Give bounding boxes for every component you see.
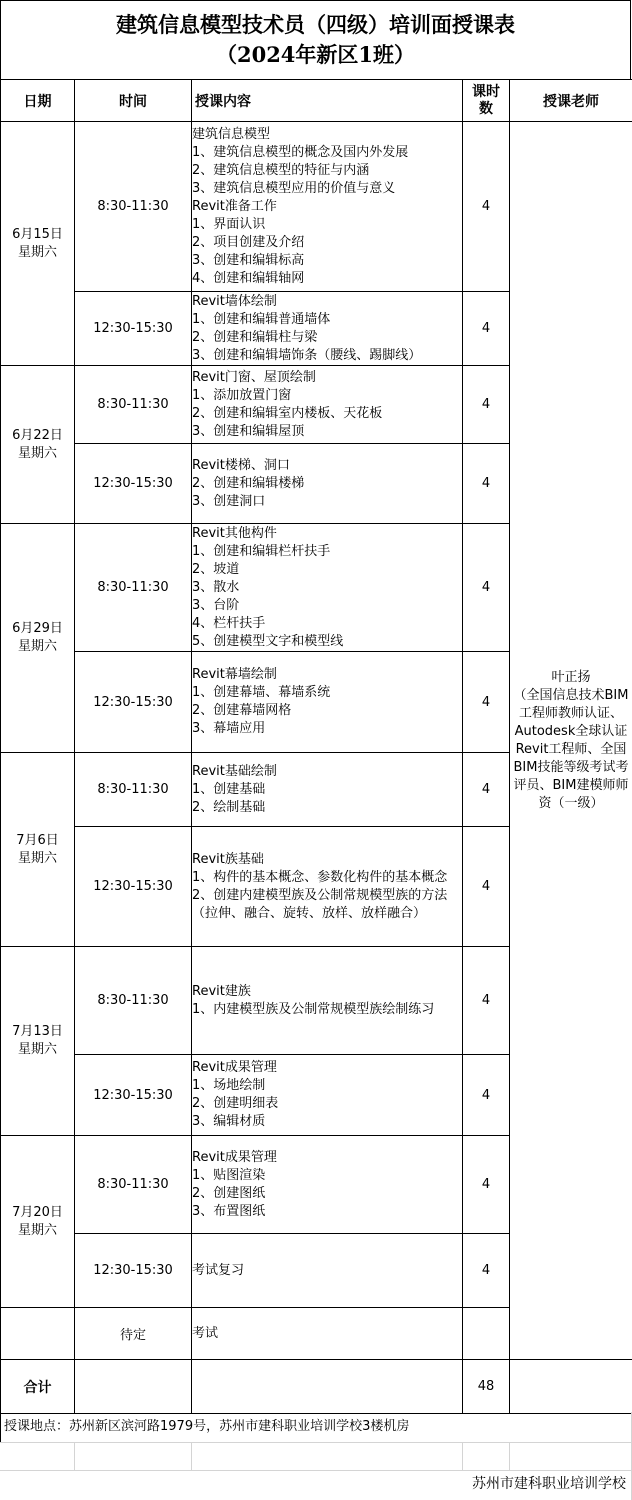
weekday-text: 星期六 xyxy=(17,445,57,461)
content-line: 考试 xyxy=(192,1325,219,1341)
teacher-credentials: （全国信息技术BIM工程师教师认证、 Autodesk全球认证Revit工程师、全国BIM技能等级考试考评员、BIM建模师师资（一级） xyxy=(513,687,629,811)
title-block xyxy=(0,0,631,79)
gridline xyxy=(0,1442,632,1443)
content-cell xyxy=(192,1055,463,1136)
hours-cell: 4 xyxy=(463,122,510,292)
time-cell: 12:30-15:30 xyxy=(75,827,192,947)
content-line: 建筑信息模型 xyxy=(192,126,271,142)
time-cell: 8:30-11:30 xyxy=(75,753,192,827)
location-note: 授课地点：苏州新区滨河路1979号，苏州市建科职业培训学校3楼机房 xyxy=(0,1412,632,1442)
content-line: 1、场地绘制 xyxy=(192,1078,266,1093)
content-cell xyxy=(192,1308,463,1360)
hours-cell: 4 xyxy=(463,947,510,1055)
content-line: Revit幕墙绘制 xyxy=(192,667,277,682)
content-line: 3、布置图纸 xyxy=(192,1203,266,1219)
teacher-name: 叶正扬 xyxy=(551,669,591,685)
time-cell: 12:30-15:30 xyxy=(75,1055,192,1136)
content-line: Revit建族 xyxy=(192,983,251,999)
content-cell xyxy=(192,753,463,827)
content-line: 2、创建和编辑楼梯 xyxy=(192,475,305,491)
total-row xyxy=(1,1360,632,1414)
content-line: 1、创建和编辑栏杆扶手 xyxy=(192,543,331,559)
content-cell xyxy=(192,122,463,292)
hours-cell: 4 xyxy=(463,524,510,652)
content-line: 2、创建和编辑柱与梁 xyxy=(192,329,318,345)
time-cell: 待定 xyxy=(75,1308,192,1360)
date-cell xyxy=(1,753,75,947)
time-cell: 8:30-11:30 xyxy=(75,1136,192,1234)
content-line: 1、创建和编辑普通墙体 xyxy=(192,311,331,327)
hours-cell xyxy=(463,1308,510,1360)
hours-cell: 4 xyxy=(463,292,510,366)
content-line: 3、建筑信息模型应用的价值与意义 xyxy=(192,180,396,196)
content-cell xyxy=(192,1136,463,1234)
header-hours-line2: 数 xyxy=(479,100,493,117)
table-row xyxy=(1,122,632,292)
hours-cell: 4 xyxy=(463,652,510,753)
header-hours xyxy=(463,80,510,122)
content-line: 3、编辑材质 xyxy=(192,1114,266,1129)
content-cell xyxy=(192,366,463,444)
weekday-text: 星期六 xyxy=(17,850,57,866)
content-line: Revit族基础 xyxy=(192,851,264,867)
hours-cell: 4 xyxy=(463,444,510,524)
header-time: 时间 xyxy=(75,80,192,122)
date-text: 6月29日 xyxy=(12,621,63,636)
content-line: 3、创建和编辑屋顶 xyxy=(192,423,305,439)
gridline xyxy=(74,1442,75,1470)
content-line: 1、创建基础 xyxy=(192,781,266,797)
hours-cell: 4 xyxy=(463,1055,510,1136)
empty-cell xyxy=(192,1360,463,1414)
date-cell xyxy=(1,947,75,1136)
time-cell: 12:30-15:30 xyxy=(75,444,192,524)
content-line: 1、创建幕墙、幕墙系统 xyxy=(192,685,331,700)
time-cell: 8:30-11:30 xyxy=(75,122,192,292)
content-line: 2、创建幕墙网格 xyxy=(192,703,292,718)
time-cell: 8:30-11:30 xyxy=(75,947,192,1055)
content-line: 1、添加放置门窗 xyxy=(192,387,292,403)
total-hours: 48 xyxy=(463,1360,510,1414)
gridline xyxy=(191,1442,192,1470)
content-cell xyxy=(192,652,463,753)
weekday-text: 星期六 xyxy=(17,244,57,260)
schedule-table xyxy=(0,79,632,1414)
time-cell: 12:30-15:30 xyxy=(75,292,192,366)
page-title: 建筑信息模型技术员（四级）培训面授课表 xyxy=(116,12,515,37)
content-line: 2、创建明细表 xyxy=(192,1096,279,1111)
content-line: Revit成果管理 xyxy=(192,1149,277,1165)
date-cell xyxy=(1,524,75,753)
date-text: 7月13日 xyxy=(12,1024,63,1039)
date-cell xyxy=(1,122,75,366)
content-cell xyxy=(192,947,463,1055)
header-row xyxy=(1,80,632,122)
content-line: 4、创建和编辑轴网 xyxy=(192,270,305,286)
date-cell xyxy=(1,366,75,524)
date-cell xyxy=(1,1136,75,1308)
content-line: 4、栏杆扶手 xyxy=(192,615,266,631)
content-line: 1、建筑信息模型的概念及国内外发展 xyxy=(192,144,409,160)
content-line: 2、创建和编辑室内楼板、天花板 xyxy=(192,405,383,421)
weekday-text: 星期六 xyxy=(17,1042,57,1057)
content-line: 1、界面认识 xyxy=(192,216,266,232)
header-content: 授课内容 xyxy=(192,80,463,122)
content-cell xyxy=(192,524,463,652)
content-cell xyxy=(192,1234,463,1308)
date-text: 7月6日 xyxy=(16,832,59,848)
content-line: 3、幕墙应用 xyxy=(192,721,266,736)
content-line: 3、创建洞口 xyxy=(192,493,266,509)
total-label: 合计 xyxy=(1,1360,75,1414)
content-cell xyxy=(192,292,463,366)
date-text: 6月15日 xyxy=(12,226,63,242)
content-line: 1、贴图渲染 xyxy=(192,1167,266,1183)
content-line: Revit楼梯、洞口 xyxy=(192,457,290,473)
gridline xyxy=(462,1442,463,1470)
hours-cell: 4 xyxy=(463,827,510,947)
content-cell xyxy=(192,827,463,947)
content-line: Revit门窗、屋顶绘制 xyxy=(192,369,316,385)
content-line: 1、构件的基本概念、参数化构件的基本概念 xyxy=(192,869,448,885)
content-line: 2、绘制基础 xyxy=(192,799,266,815)
school-signature: 苏州市建科职业培训学校 xyxy=(472,1476,626,1492)
gridline xyxy=(509,1442,510,1470)
hours-cell: 4 xyxy=(463,366,510,444)
content-line: 2、创建内建模型族及公制常规模型族的方法（拉伸、融合、旋转、放样、放样融合） xyxy=(192,887,448,921)
content-line: Revit准备工作 xyxy=(192,198,277,214)
schedule-body xyxy=(1,122,632,1414)
empty-cell xyxy=(75,1360,192,1414)
time-cell: 8:30-11:30 xyxy=(75,366,192,444)
content-line: 3、创建和编辑标高 xyxy=(192,252,305,268)
content-line: 3、创建和编辑墙饰条（腰线、踢脚线） xyxy=(192,347,422,363)
content-line: Revit其他构件 xyxy=(192,525,277,541)
teacher-cell xyxy=(510,122,632,1360)
empty-cell xyxy=(510,1360,632,1414)
content-line: Revit成果管理 xyxy=(192,1060,277,1075)
content-line: 2、坡道 xyxy=(192,561,240,577)
header-date: 日期 xyxy=(1,80,75,122)
date-text: 6月22日 xyxy=(12,427,63,443)
content-line: 3、台阶 xyxy=(192,597,240,613)
content-line: 2、建筑信息模型的特征与内涵 xyxy=(192,162,370,178)
content-line: Revit基础绘制 xyxy=(192,763,277,779)
date-cell xyxy=(1,1308,75,1360)
header-hours-line1: 课时 xyxy=(472,83,500,100)
weekday-text: 星期六 xyxy=(17,639,57,654)
time-cell: 12:30-15:30 xyxy=(75,652,192,753)
content-line: Revit墙体绘制 xyxy=(192,293,277,309)
date-text: 7月20日 xyxy=(12,1204,63,1220)
page-subtitle: （2024年新区1班） xyxy=(215,42,416,67)
weekday-text: 星期六 xyxy=(17,1222,57,1238)
content-cell xyxy=(192,444,463,524)
content-line: 考试复习 xyxy=(192,1262,245,1278)
time-cell: 12:30-15:30 xyxy=(75,1234,192,1308)
hours-cell: 4 xyxy=(463,1136,510,1234)
header-teacher: 授课老师 xyxy=(510,80,632,122)
hours-cell: 4 xyxy=(463,753,510,827)
content-line: 1、内建模型族及公制常规模型族绘制练习 xyxy=(192,1001,435,1017)
content-line: 2、创建图纸 xyxy=(192,1185,266,1201)
content-line: 2、项目创建及介绍 xyxy=(192,234,305,250)
time-cell: 8:30-11:30 xyxy=(75,524,192,652)
hours-cell: 4 xyxy=(463,1234,510,1308)
content-line: 3、散水 xyxy=(192,579,240,595)
content-line: 5、创建模型文字和模型线 xyxy=(192,633,344,649)
